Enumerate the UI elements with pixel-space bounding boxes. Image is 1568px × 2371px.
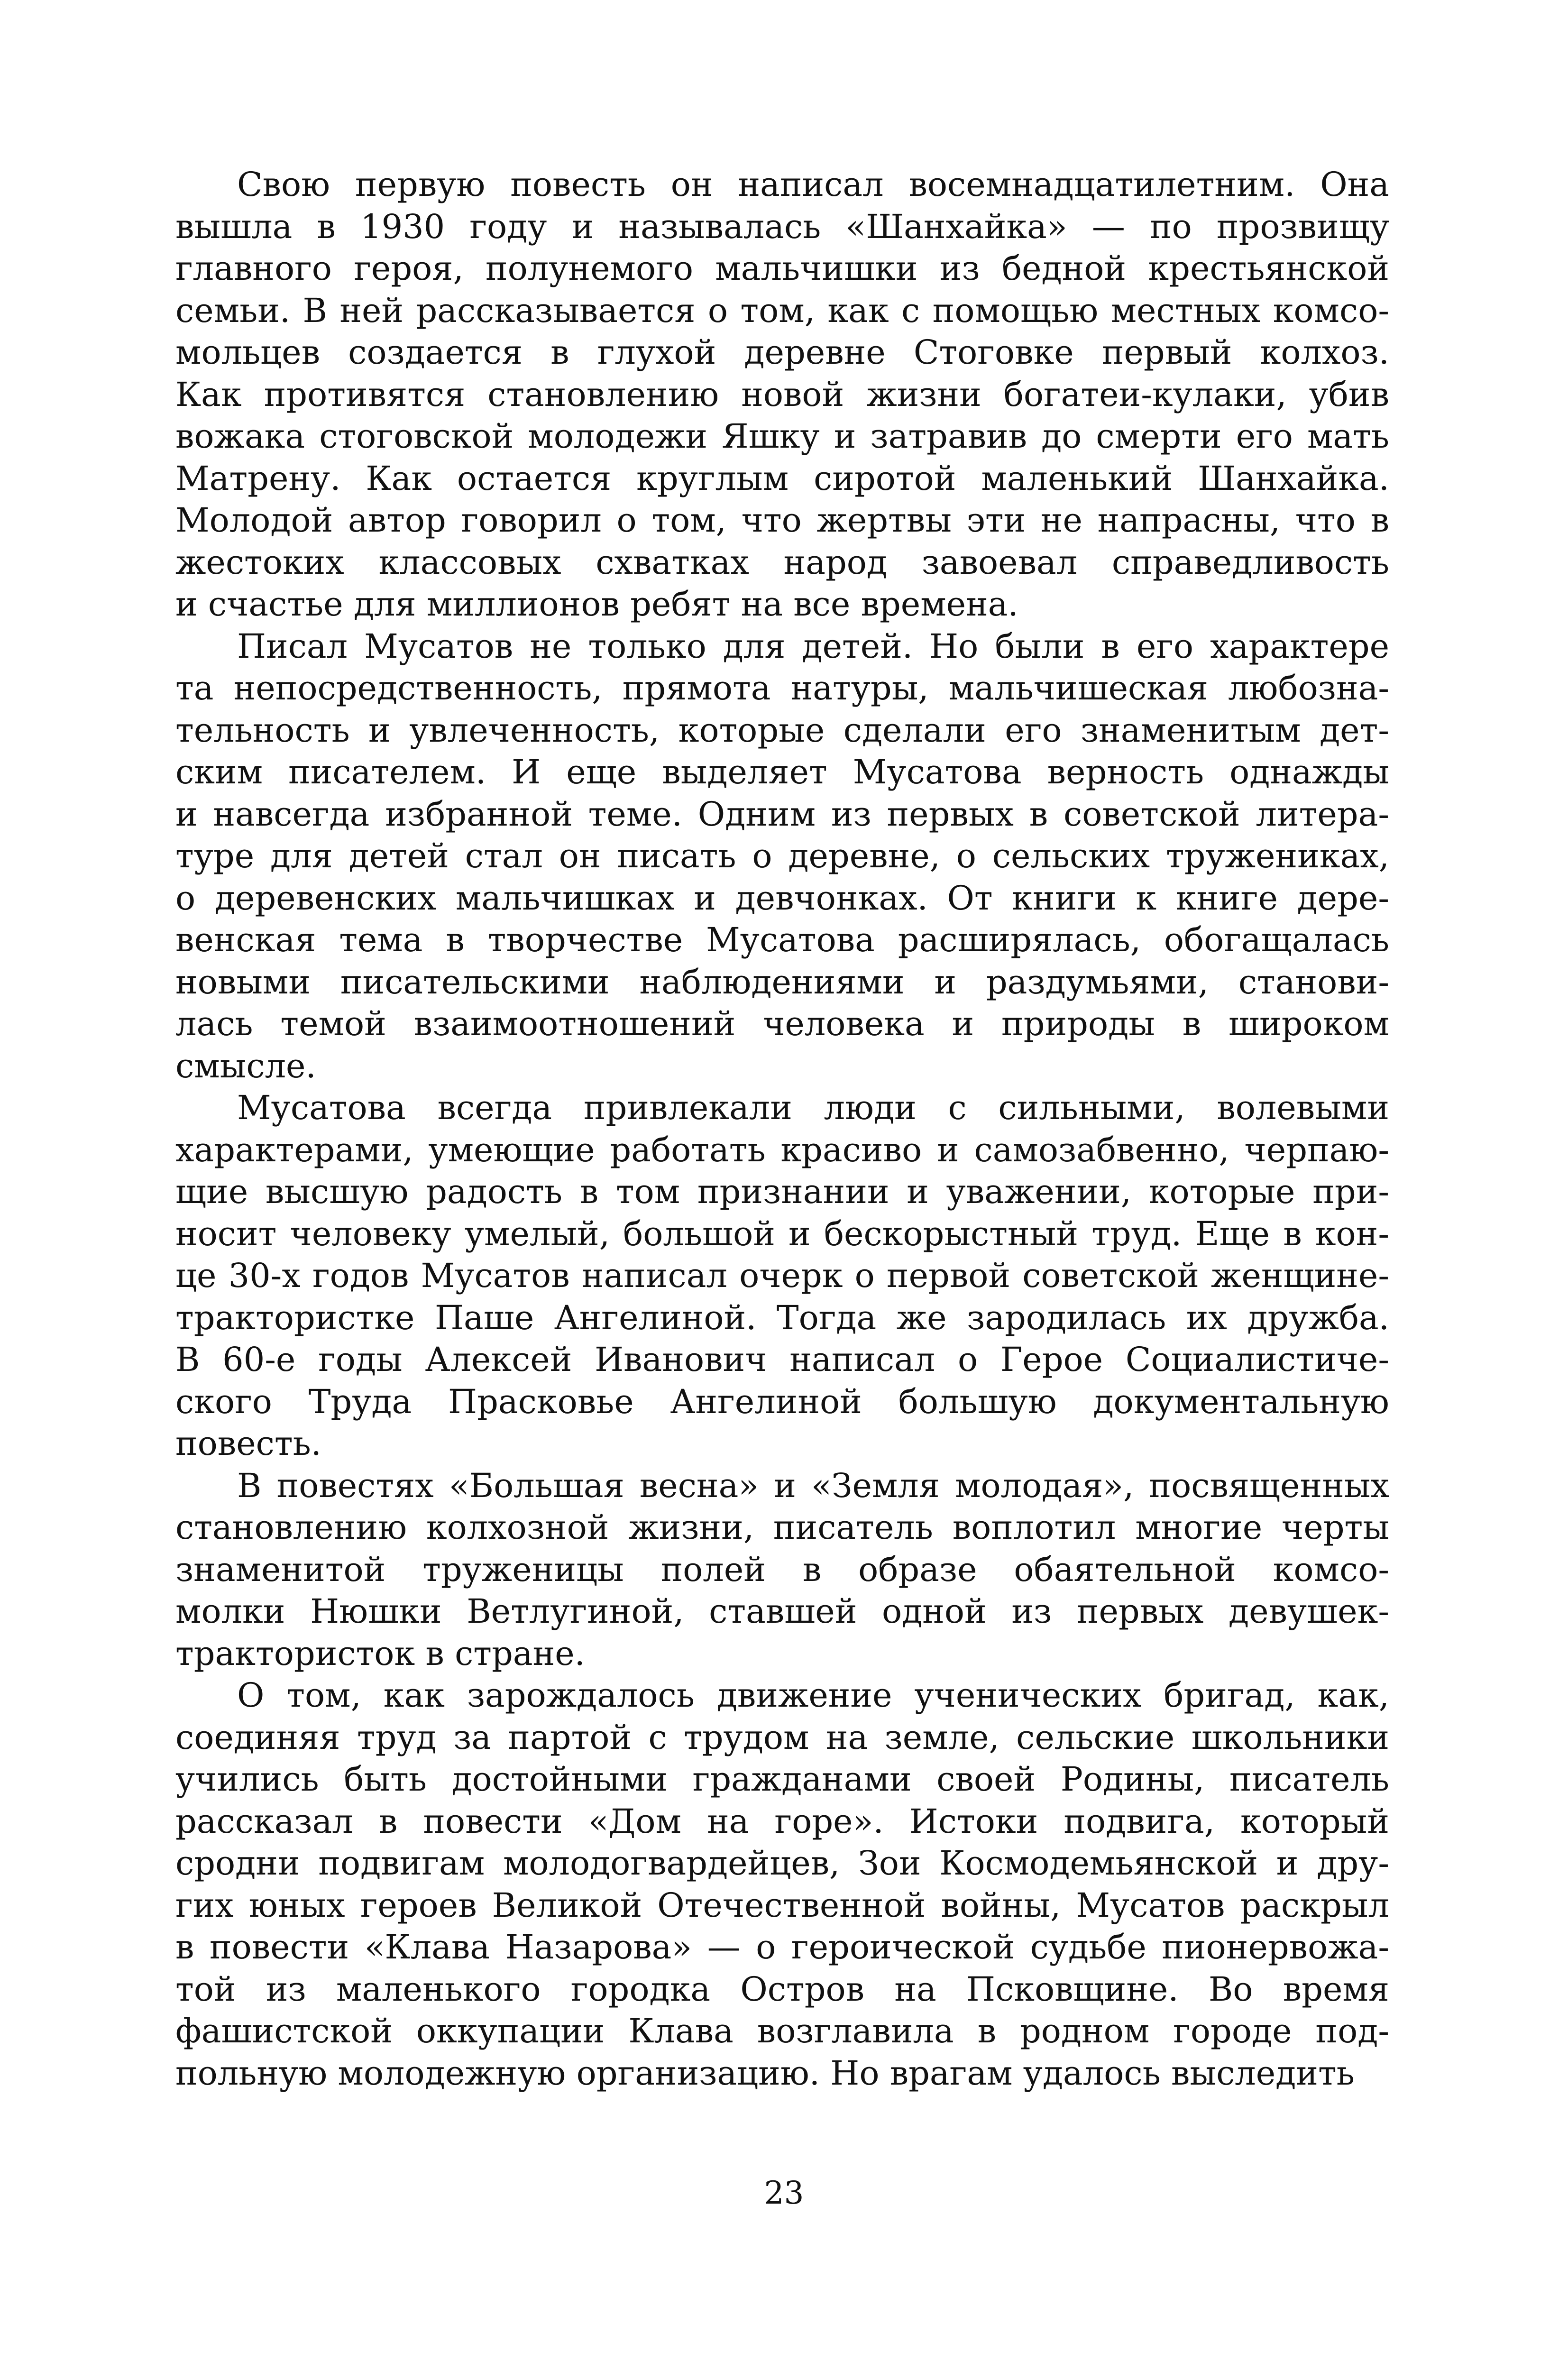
text-line: главного героя, полунемого мальчишки из бедной крестьянской <box>175 249 1389 288</box>
text-line: вожака стоговской молодежи Яшку и затравив до смерти его мать <box>175 417 1389 456</box>
body-text <box>175 164 1389 2094</box>
text-line: гих юных героев Великой Отечественной войны, Мусатов раскрыл <box>175 1885 1389 1925</box>
text-line: новыми писательскими наблюдениями и раздумьями, станови- <box>175 962 1389 1002</box>
text-line: туре для детей стал он писать о деревне, о сельских тружениках, <box>175 836 1389 875</box>
text-line: Матрену. Как остается круглым сиротой маленький Шанхайка. <box>175 459 1389 498</box>
paragraph <box>175 1674 1389 2094</box>
text-line: лась темой взаимоотношений человека и природы в широком <box>175 1004 1389 1043</box>
text-line: щие высшую радость в том признании и уважении, которые при- <box>175 1172 1389 1211</box>
text-line: тельность и увлеченность, которые сделали его знаменитым дет- <box>175 710 1389 750</box>
text-line: жестоких классовых схватках народ завоевал справедливость <box>175 542 1389 582</box>
text-line: та непосредственность, прямота натуры, мальчишеская любозна- <box>175 669 1389 708</box>
text-line: рассказал в повести «Дом на горе». Истоки подвига, который <box>175 1801 1389 1841</box>
text-line: ского Труда Прасковье Ангелиной большую документальную <box>175 1382 1389 1421</box>
text-line: В повестях «Большая весна» и «Земля молодая», посвященных <box>237 1466 1389 1505</box>
text-line: трактористке Паше Ангелиной. Тогда же зародилась их дружба. <box>175 1298 1389 1337</box>
text-line: семьи. В ней рассказывается о том, как с помощью местных комсо- <box>175 291 1389 330</box>
text-line: Молодой автор говорил о том, что жертвы эти не напрасны, что в <box>175 501 1389 540</box>
text-line: польную молодежную организацию. Но врагам удалось выследить <box>175 2053 1355 2093</box>
text-line: носит человеку умелый, большой и бескорыстный труд. Еще в кон- <box>175 1214 1389 1253</box>
text-line: сродни подвигам молодогвардейцев, Зои Космодемьянской и дру- <box>175 1844 1389 1883</box>
text-line: Писал Мусатов не только для детей. Но были в его характере <box>237 626 1389 666</box>
text-line: Как противятся становлению новой жизни богатеи-кулаки, убив <box>175 375 1389 414</box>
text-line: трактористок в стране. <box>175 1634 585 1673</box>
text-line: становлению колхозной жизни, писатель воплотил многие черты <box>175 1508 1389 1547</box>
text-line: ским писателем. И еще выделяет Мусатова верность однажды <box>175 753 1389 791</box>
text-line: молки Нюшки Ветлугиной, ставшей одной из первых девушек- <box>175 1592 1389 1631</box>
text-line: Свою первую повесть он написал восемнадцатилетним. Она <box>237 165 1389 204</box>
text-line: и навсегда избранной теме. Одним из первых в советской литера- <box>175 794 1389 834</box>
text-line: мольцев создается в глухой деревне Стоговке первый колхоз. <box>175 333 1389 372</box>
text-line: повесть. <box>175 1424 321 1463</box>
text-line: смысле. <box>175 1046 316 1085</box>
text-line: це 30-х годов Мусатов написал очерк о первой советской женщине- <box>175 1256 1389 1295</box>
paragraph <box>175 1465 1389 1675</box>
page-number: 23 <box>764 2175 804 2211</box>
text-line: венская тема в творчестве Мусатова расширялась, обогащалась <box>175 920 1389 959</box>
paragraph <box>175 1087 1389 1465</box>
text-line: в повести «Клава Назарова» — о героической судьбе пионервожа- <box>175 1928 1389 1967</box>
text-line: вышла в 1930 году и называлась «Шанхайка» — по прозвищу <box>175 207 1389 246</box>
text-line: Мусатова всегда привлекали люди с сильными, волевыми <box>237 1088 1389 1127</box>
text-line: той из маленького городка Остров на Псковщине. Во время <box>175 1969 1389 2009</box>
text-line: учились быть достойными гражданами своей Родины, писатель <box>175 1760 1389 1799</box>
text-line: характерами, умеющие работать красиво и самозабвенно, черпаю- <box>175 1130 1389 1169</box>
text-line: В 60-е годы Алексей Иванович написал о Герое Социалистиче- <box>175 1340 1389 1379</box>
paragraph <box>175 625 1389 1087</box>
text-line: О том, как зарождалось движение ученических бригад, как, <box>237 1676 1389 1715</box>
text-line: о деревенских мальчишках и девчонках. От книги к книге дере- <box>175 878 1389 918</box>
text-line: и счастье для миллионов ребят на все времена. <box>175 585 1018 624</box>
paragraph <box>175 164 1389 625</box>
text-line: знаменитой труженицы полей в образе обаятельной комсо- <box>175 1550 1389 1589</box>
text-line: фашистской оккупации Клава возглавила в родном городе под- <box>175 2012 1389 2050</box>
text-line: соединяя труд за партой с трудом на земле, сельские школьники <box>175 1718 1389 1757</box>
